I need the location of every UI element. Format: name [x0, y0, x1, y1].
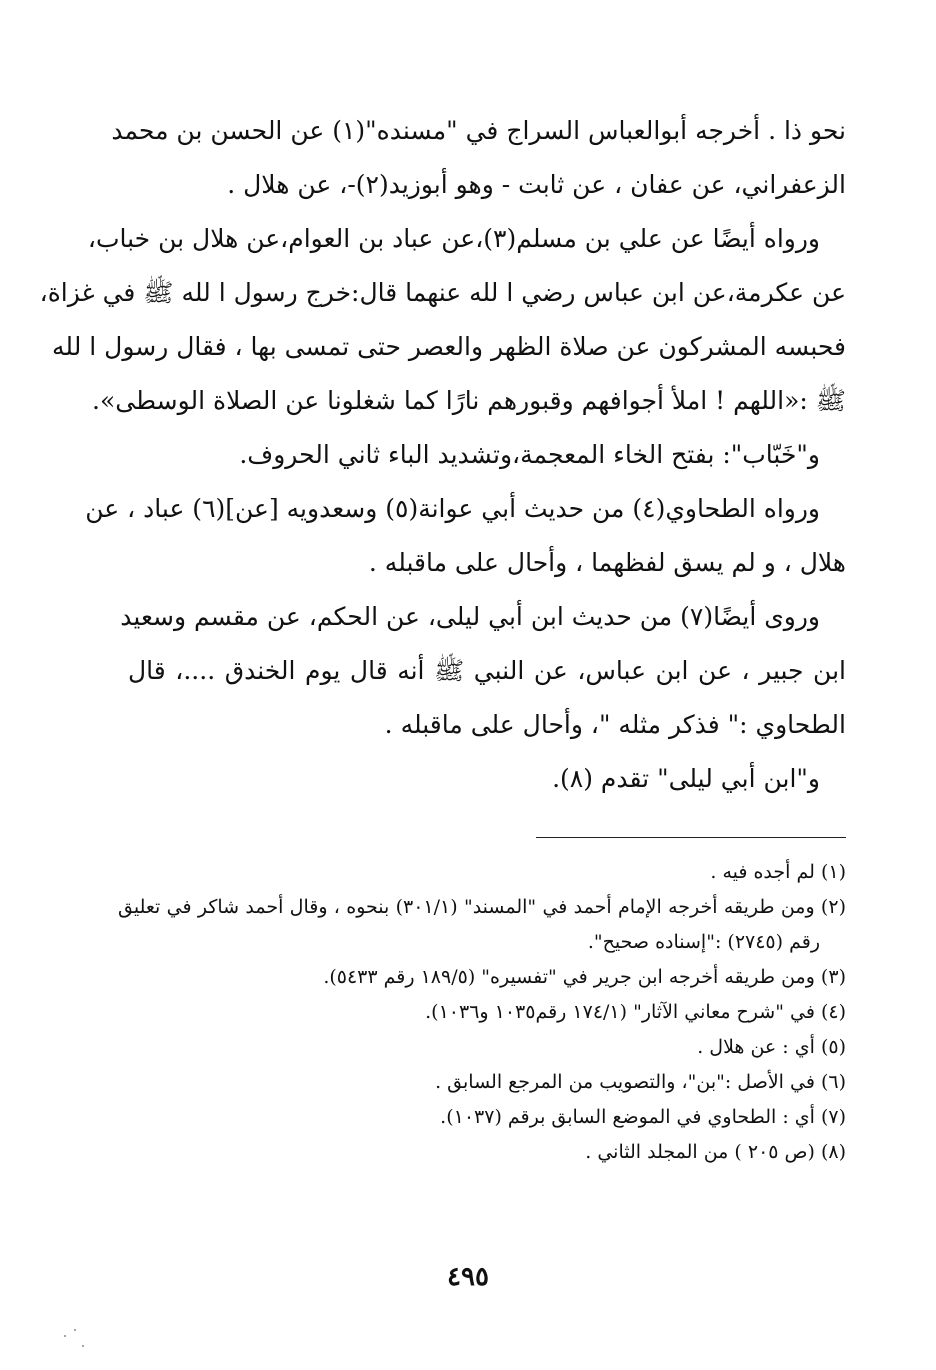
body-line: و"خَبّاب": بفتح الخاء المعجمة،وتشديد الباء ثاني الحروف.	[239, 440, 820, 469]
footnote-line: (١) لم أجده فيه .	[710, 861, 846, 883]
body-line: ورواه أيضًا عن علي بن مسلم(٣)،عن عباد بن العوام،عن هلال بن خباب،	[87, 224, 820, 253]
footnote-line: (٨) (ص ٢٠٥ ) من المجلد الثاني .	[585, 1141, 846, 1163]
body-line: و"ابن أبي ليلى" تقدم (٨).	[552, 764, 820, 793]
footnote-line: (٣) ومن طريقه أخرجه ابن جرير في "تفسيره" (١٨٩/٥ رقم ٥٤٣٣).	[323, 966, 846, 988]
footnote-line: (٤) في "شرح معاني الآثار" (١٧٤/١ رقم١٠٣٥ و١٠٣٦).	[425, 1001, 846, 1023]
body-line: ابن جبير ، عن ابن عباس، عن النبي ﷺ أنه قال يوم الخندق ....، قال	[128, 656, 846, 685]
body-line: الطحاوي :" فذكر مثله "، وأحال على ماقبله .	[384, 710, 846, 739]
footnote-divider	[536, 837, 846, 838]
body-line: نحو ذا . أخرجه أبوالعباس السراج في "مسنده"(١) عن الحسن بن محمد	[111, 116, 846, 145]
body-text	[39, 104, 846, 806]
footnote-line: (٥) أي : عن هلال .	[697, 1036, 846, 1058]
footnote-line: رقم (٢٧٤٥) :"إسناده صحيح".	[587, 931, 820, 953]
body-line: ﷺ :«اللهم ! املأ أجوافهم وقبورهم نارًا كما شغلونا عن الصلاة الوسطى».	[92, 386, 846, 415]
body-line: الزعفراني، عن عفان ، عن ثابت - وهو أبوزيد(٢)-، عن هلال .	[227, 170, 846, 199]
scan-specks	[60, 1325, 100, 1355]
page-number: ٤٩٥	[447, 1262, 489, 1292]
body-line: عن عكرمة،عن ابن عباس رضي ا لله عنهما قال:خرج رسول ا لله ﷺ في غزاة،	[39, 278, 846, 307]
footnote-line: (٦) في الأصل :"بن"، والتصويب من المرجع السابق .	[435, 1071, 846, 1093]
body-line: ورواه الطحاوي(٤) من حديث أبي عوانة(٥) وسعدويه [عن](٦) عباد ، عن	[85, 494, 820, 523]
body-line: وروى أيضًا(٧) من حديث ابن أبي ليلى، عن الحكم، عن مقسم وسعيد	[120, 602, 820, 631]
body-line: هلال ، و لم يسق لفظهما ، وأحال على ماقبله .	[368, 548, 846, 577]
footnote-line: (٢) ومن طريقه أخرجه الإمام أحمد في "المسند" (٣٠١/١) بنحوه ، وقال أحمد شاكر في تعليق	[118, 896, 846, 918]
footnote-line: (٧) أي : الطحاوي في الموضع السابق برقم (١٠٣٧).	[440, 1106, 846, 1128]
body-line: فحبسه المشركون عن صلاة الظهر والعصر حتى تمسى بها ، فقال رسول ا لله	[52, 332, 846, 361]
footnotes	[118, 855, 846, 1170]
